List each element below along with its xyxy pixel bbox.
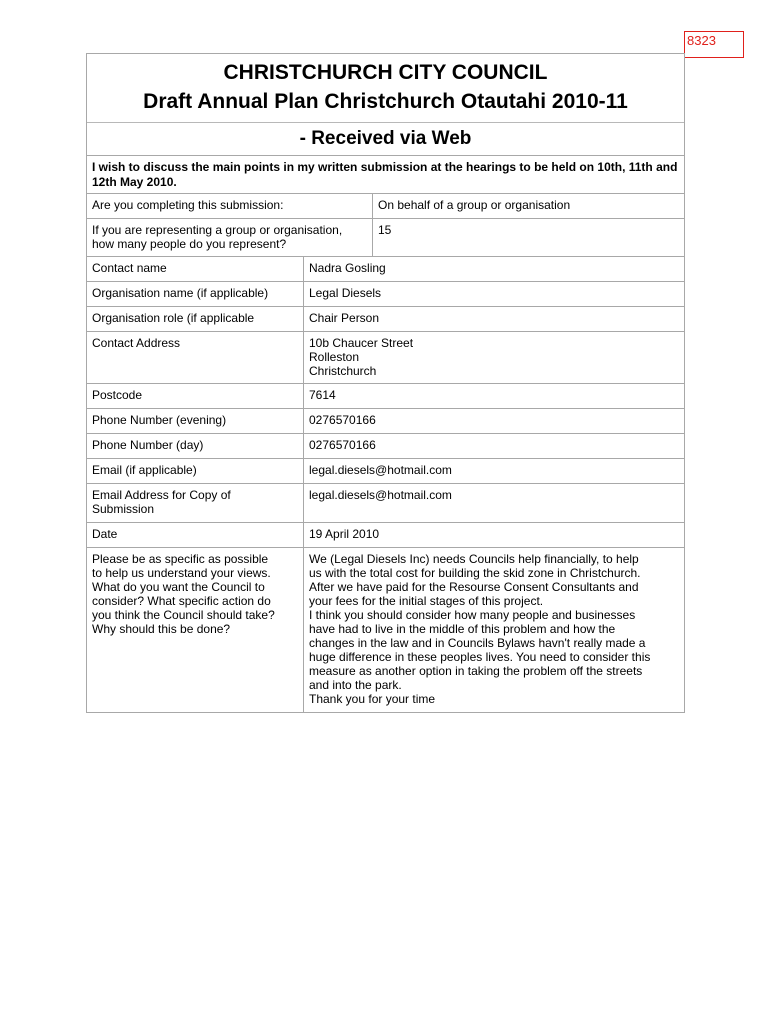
date-row <box>86 523 685 548</box>
phone-day-label: Phone Number (day) <box>92 438 204 452</box>
completing-label: Are you completing this submission: <box>92 198 284 212</box>
submission-form <box>86 53 685 713</box>
comments-prompt: Please be as specific as possible to help us understand your views. What do you want the Council to consider? What specific action do you think the Council should take? Why should this be done? <box>92 552 275 636</box>
organisation-role-label: Organisation role (if applicable <box>92 311 255 325</box>
email-copy-value: legal.diesels@hotmail.com <box>303 484 684 522</box>
phone-evening-value: 0276570166 <box>303 409 684 433</box>
email-value: legal.diesels@hotmail.com <box>303 459 684 483</box>
received-via-web: - Received via Web <box>299 128 472 149</box>
contact-name-value: Nadra Gosling <box>303 257 684 281</box>
phone-evening-label: Phone Number (evening) <box>92 413 227 427</box>
date-value: 19 April 2010 <box>303 523 684 547</box>
postcode-row <box>86 384 685 409</box>
contact-name-label: Contact name <box>92 261 167 275</box>
contact-name-row <box>86 257 685 282</box>
contact-address-value: 10b Chaucer Street Rolleston Christchurch <box>303 332 684 383</box>
header-divider <box>87 122 684 123</box>
email-row <box>86 459 685 484</box>
phone-day-row <box>86 434 685 459</box>
organisation-name-value: Legal Diesels <box>303 282 684 306</box>
comments-row <box>86 548 685 713</box>
form-header <box>86 53 685 155</box>
postcode-value: 7614 <box>303 384 684 408</box>
organisation-role-row <box>86 307 685 332</box>
organisation-name-label: Organisation name (if applicable) <box>92 286 269 300</box>
hearing-statement: I wish to discuss the main points in my written submission at the hearings to be held on 10th, 11th and 12th May 2010. <box>86 155 685 194</box>
organisation-role-value: Chair Person <box>303 307 684 331</box>
email-label: Email (if applicable) <box>92 463 197 477</box>
phone-evening-row <box>86 409 685 434</box>
organisation-name-row <box>86 282 685 307</box>
date-label: Date <box>92 527 118 541</box>
council-title: CHRISTCHURCH CITY COUNCIL <box>223 61 548 84</box>
submission-number-stamp: 8323 <box>684 31 744 58</box>
phone-day-value: 0276570166 <box>303 434 684 458</box>
completing-value: On behalf of a group or organisation <box>372 194 684 218</box>
representing-value: 15 <box>372 219 684 256</box>
representing-row <box>86 219 685 257</box>
email-copy-label: Email Address for Copy of Submission <box>92 488 231 516</box>
contact-address-label: Contact Address <box>92 336 181 350</box>
postcode-label: Postcode <box>92 388 143 402</box>
email-copy-row <box>86 484 685 523</box>
contact-address-row <box>86 332 685 384</box>
comments-text: We (Legal Diesels Inc) needs Councils help financially, to help us with the total cost for building the skid zone in Christchurch. After we have paid for the Resourse Consent Consultants and your fees for the initial stages of this project. I think you should consider how many people and businesses have had to live in the middle of this problem and how the changes in the law and in Councils Bylaws havn't really made a huge difference in these peoples lives. You need to consider this measure as another option in taking the problem off the streets and into the park. Thank you for your time <box>303 548 684 712</box>
representing-label: If you are representing a group or organisation, how many people do you represent? <box>92 223 343 251</box>
plan-title: Draft Annual Plan Christchurch Otautahi 2010-11 <box>143 90 628 113</box>
completing-row <box>86 194 685 219</box>
